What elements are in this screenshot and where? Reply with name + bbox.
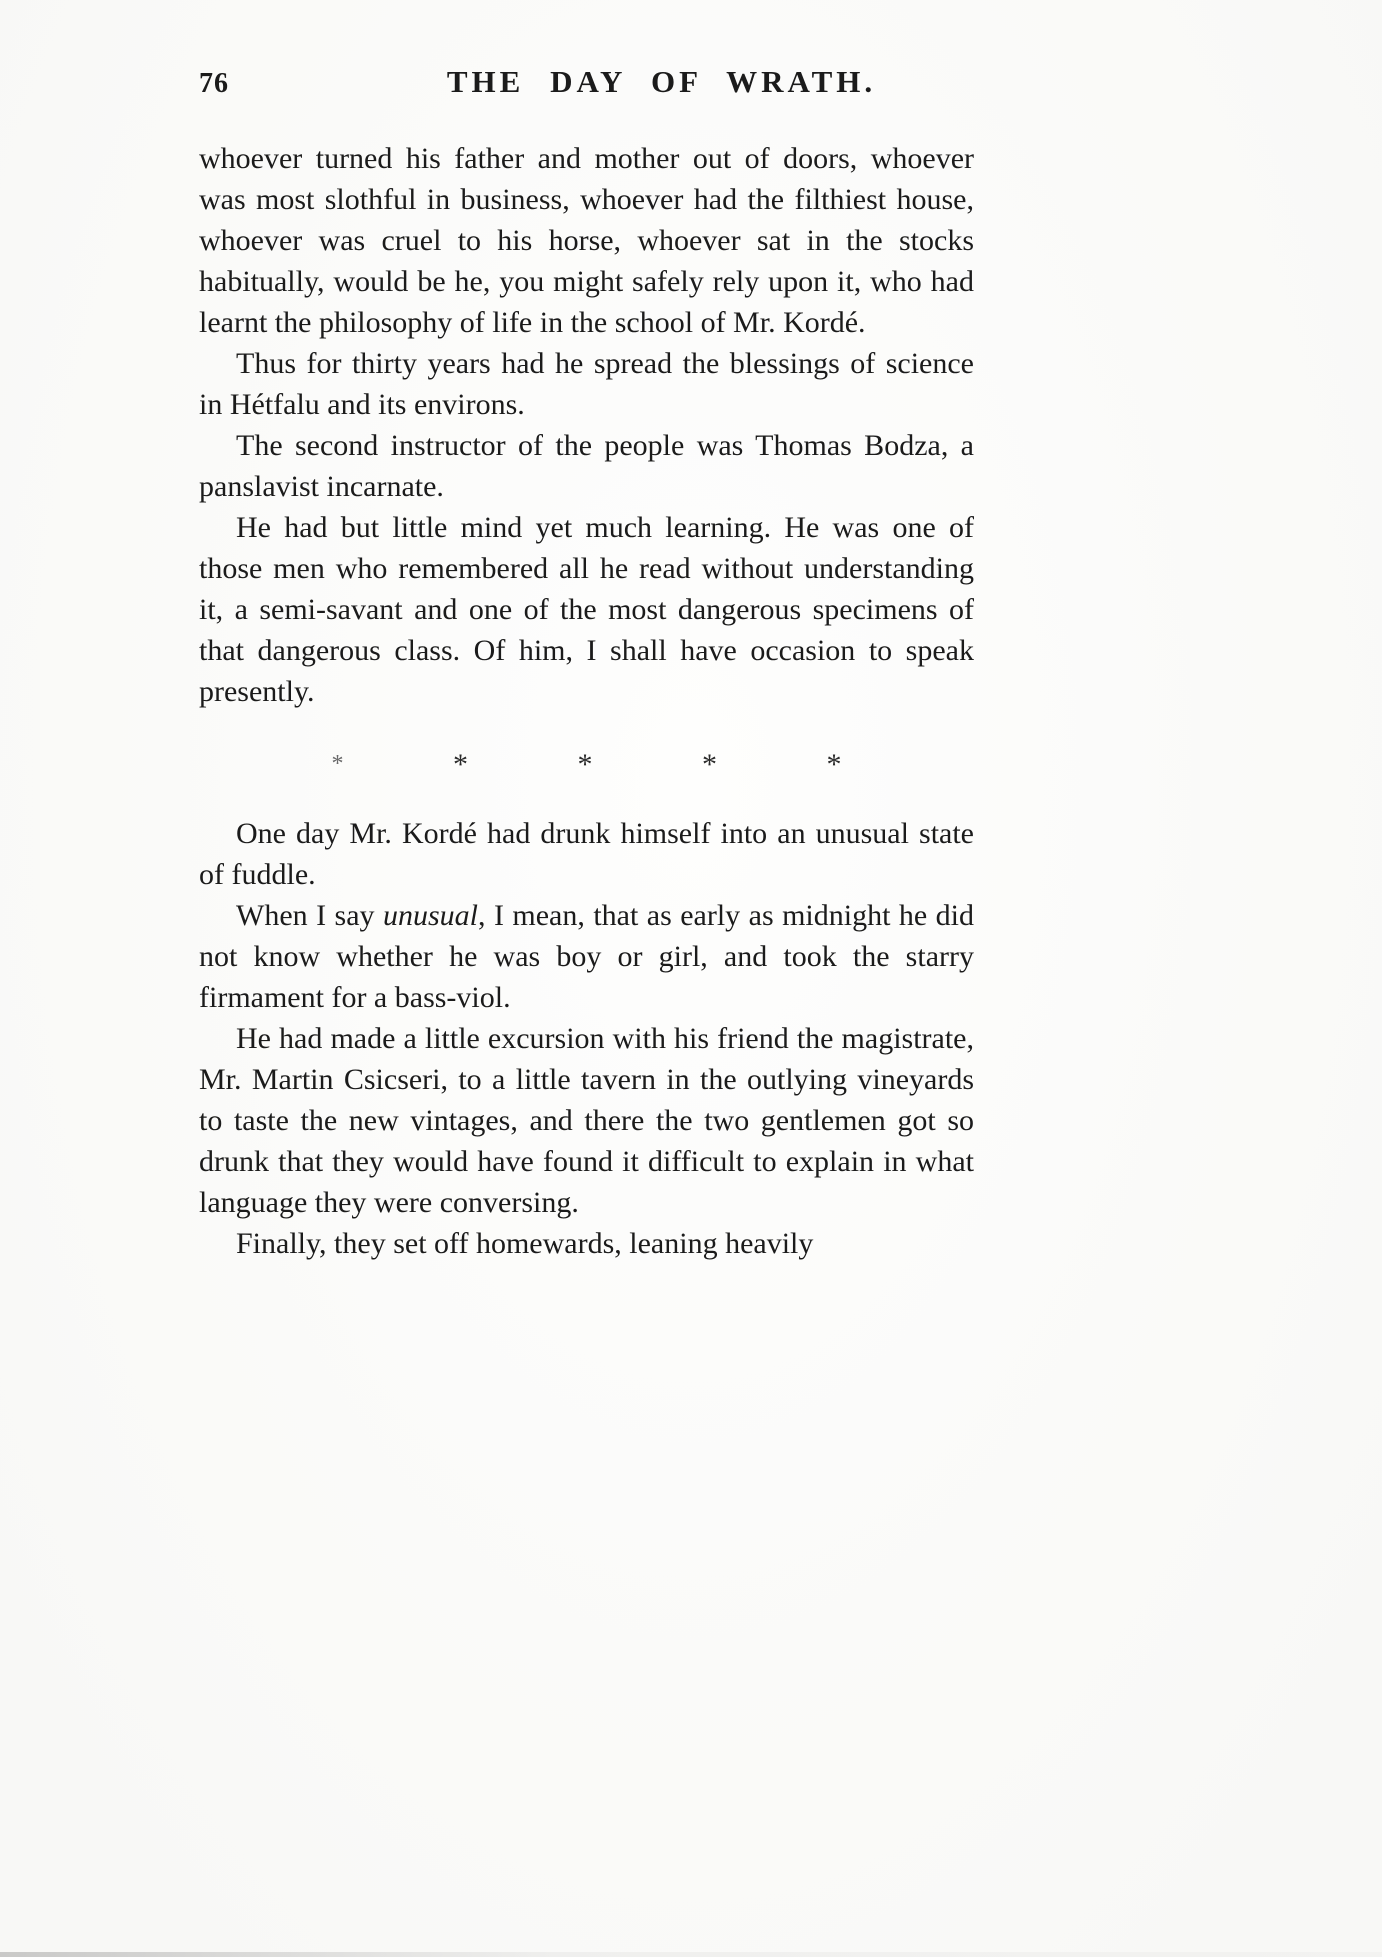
scan-edge-artifact [0,1952,1382,1957]
asterisk-icon: * [453,748,468,781]
asterisk-icon: * [826,748,842,781]
paragraph [199,895,974,1018]
italic-word: unusual [382,899,478,932]
paragraph-text: , I mean, that as early as midnight he did not know whether he was boy or girl, and took the starry firmament for a bass-viol. [199,899,974,1014]
paragraph: One day Mr. Kordé had drunk himself into an unusual state of fuddle. [199,817,974,891]
paragraph: He had but little mind yet much learning. He was one of those men who remembered all he read without understanding it, a semi-savant and one of the most dangerous specimens of that dangerous class. Of him, I shall have occasion to speak presently. [199,511,974,708]
paragraph: Finally, they set off homewards, leaning heavily [236,1227,814,1260]
section-separator [332,744,842,785]
body-text-block [199,138,974,1264]
paragraph: Thus for thirty years had he spread the blessings of science in Hétfalu and its environs. [199,347,974,421]
page-number: 76 [199,68,229,99]
running-header-title: THE DAY OF WRATH. [446,64,877,99]
asterisk-icon: * [331,751,344,777]
paragraph: The second instructor of the people was Thomas Bodza, a panslavist incarnate. [199,429,974,503]
paragraph: whoever turned his father and mother out of doors, whoever was most slothful in business, whoever had the filthiest house, whoever was cruel to his horse, whoever sat in the stocks habitually, would be he, you might safely rely upon it, who had learnt the philosophy of life in the school of Mr. Kordé. [199,142,974,339]
paragraph: He had made a little excursion with his friend the magistrate, Mr. Martin Csicseri, to a little tavern in the outlying vineyards to taste the new vintages, and there the two gentlemen got so drunk that they would have found it difficult to explain in what language they were conversing. [199,1022,974,1219]
paragraph-text: When I say [236,899,383,932]
asterisk-icon: * [577,748,593,781]
asterisk-icon: * [702,748,717,781]
page-header [199,64,974,100]
